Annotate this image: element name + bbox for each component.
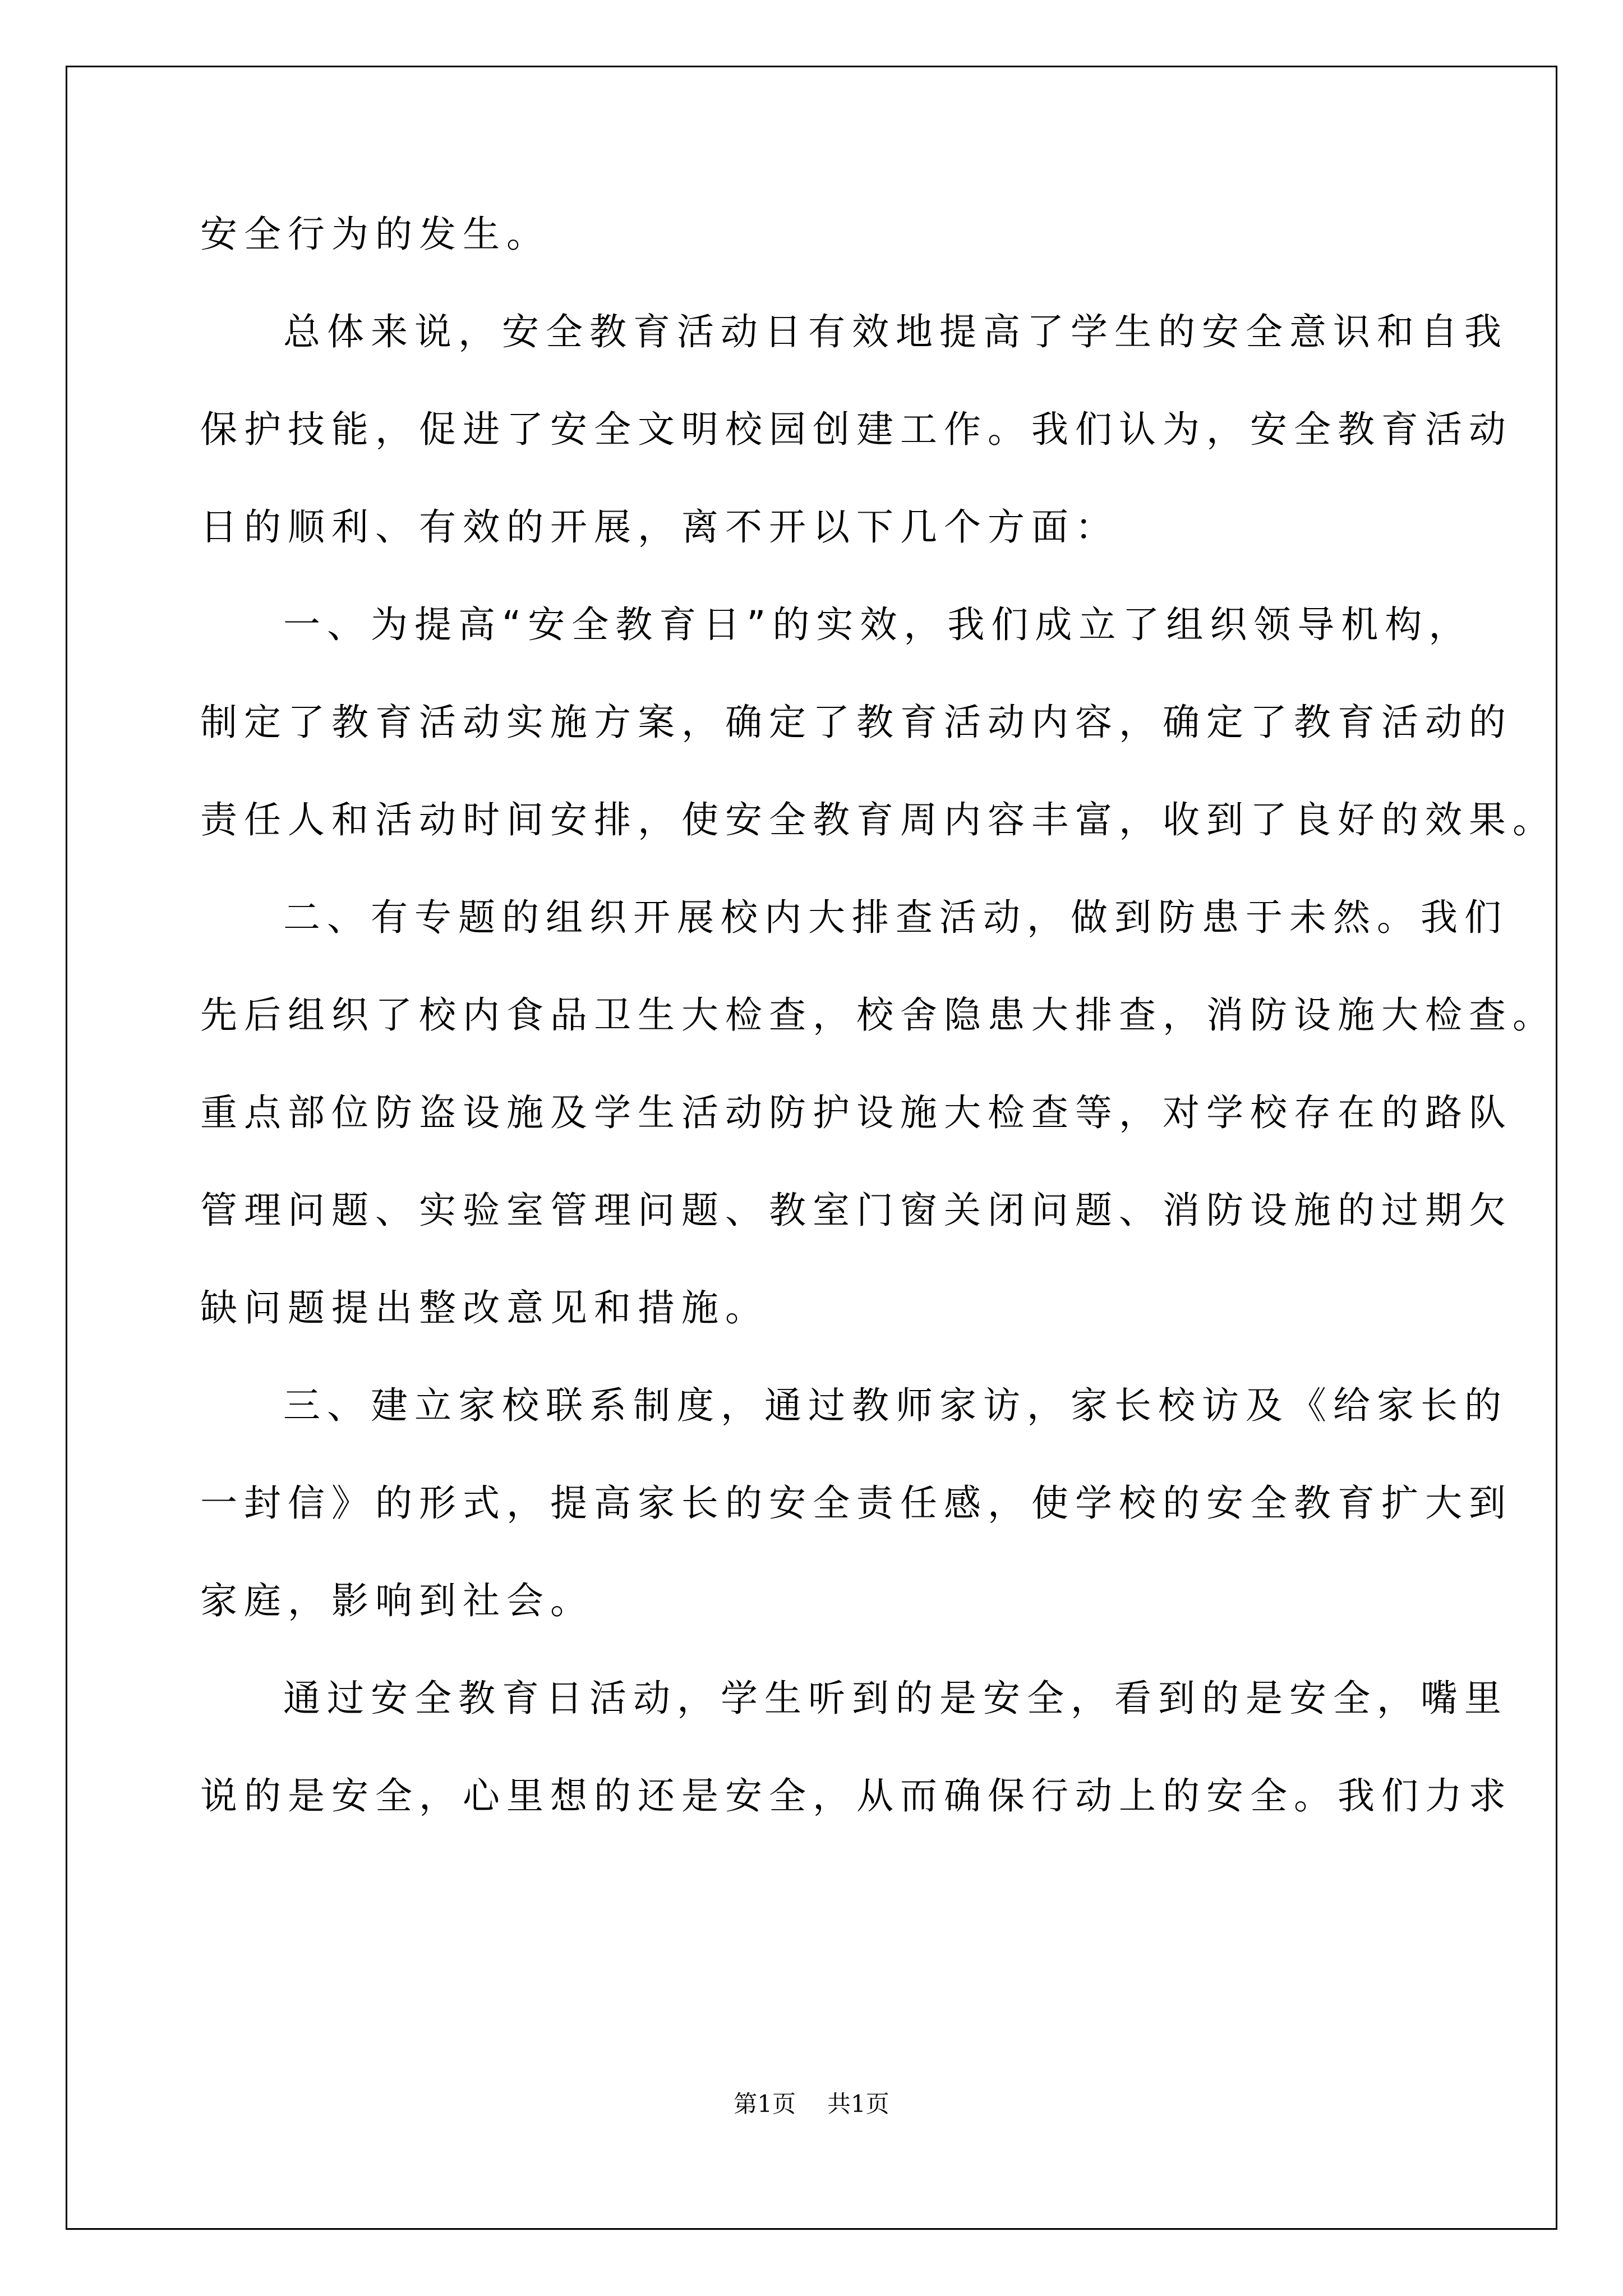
text-line: 保护技能，促进了安全文明校园创建工作。我们认为，安全教育活动 [200,408,1513,451]
text-line: 通过安全教育日活动，学生听到的是安全，看到的是安全，嘴里 [283,1677,1508,1720]
text-line: 缺问题提出整改意见和措施。 [200,1286,769,1329]
text-line: 三、建立家校联系制度，通过教师家访，家长校访及《给家长的 [283,1384,1508,1427]
text-line: 说的是安全，心里想的还是安全，从而确保行动上的安全。我们力求 [200,1774,1513,1818]
text-line: 先后组织了校内食品卫生大检查，校舍隐患大排查，消防设施大检查。 [200,993,1556,1037]
page-total: 共1页 [827,2090,889,2118]
text-line: 一封信》的形式，提高家长的安全责任感，使学校的安全教育扩大到 [200,1481,1513,1525]
text-line: 家庭，影响到社会。 [200,1579,594,1622]
page-number: 第1页 [734,2090,796,2118]
text-line: 一、为提高“安全教育日”的实效，我们成立了组织领导机构， [283,603,1473,646]
text-line: 责任人和活动时间安排，使安全教育周内容丰富，收到了良好的效果。 [200,798,1556,841]
text-line: 安全行为的发生。 [200,213,550,256]
document-body [200,206,1556,1866]
text-line: 管理问题、实验室管理问题、教室门窗关闭问题、消防设施的过期欠 [200,1189,1513,1232]
text-line: 总体来说，安全教育活动日有效地提高了学生的安全意识和自我 [283,310,1508,353]
text-line: 制定了教育活动实施方案，确定了教育活动内容，确定了教育活动的 [200,701,1513,744]
text-line: 二、有专题的组织开展校内大排查活动，做到防患于未然。我们 [283,896,1508,939]
text-line: 日的顺利、有效的开展，离不开以下几个方面： [200,505,1119,549]
text-line: 重点部位防盗设施及学生活动防护设施大检查等，对学校存在的路队 [200,1091,1513,1134]
page-footer [0,2086,1623,2119]
